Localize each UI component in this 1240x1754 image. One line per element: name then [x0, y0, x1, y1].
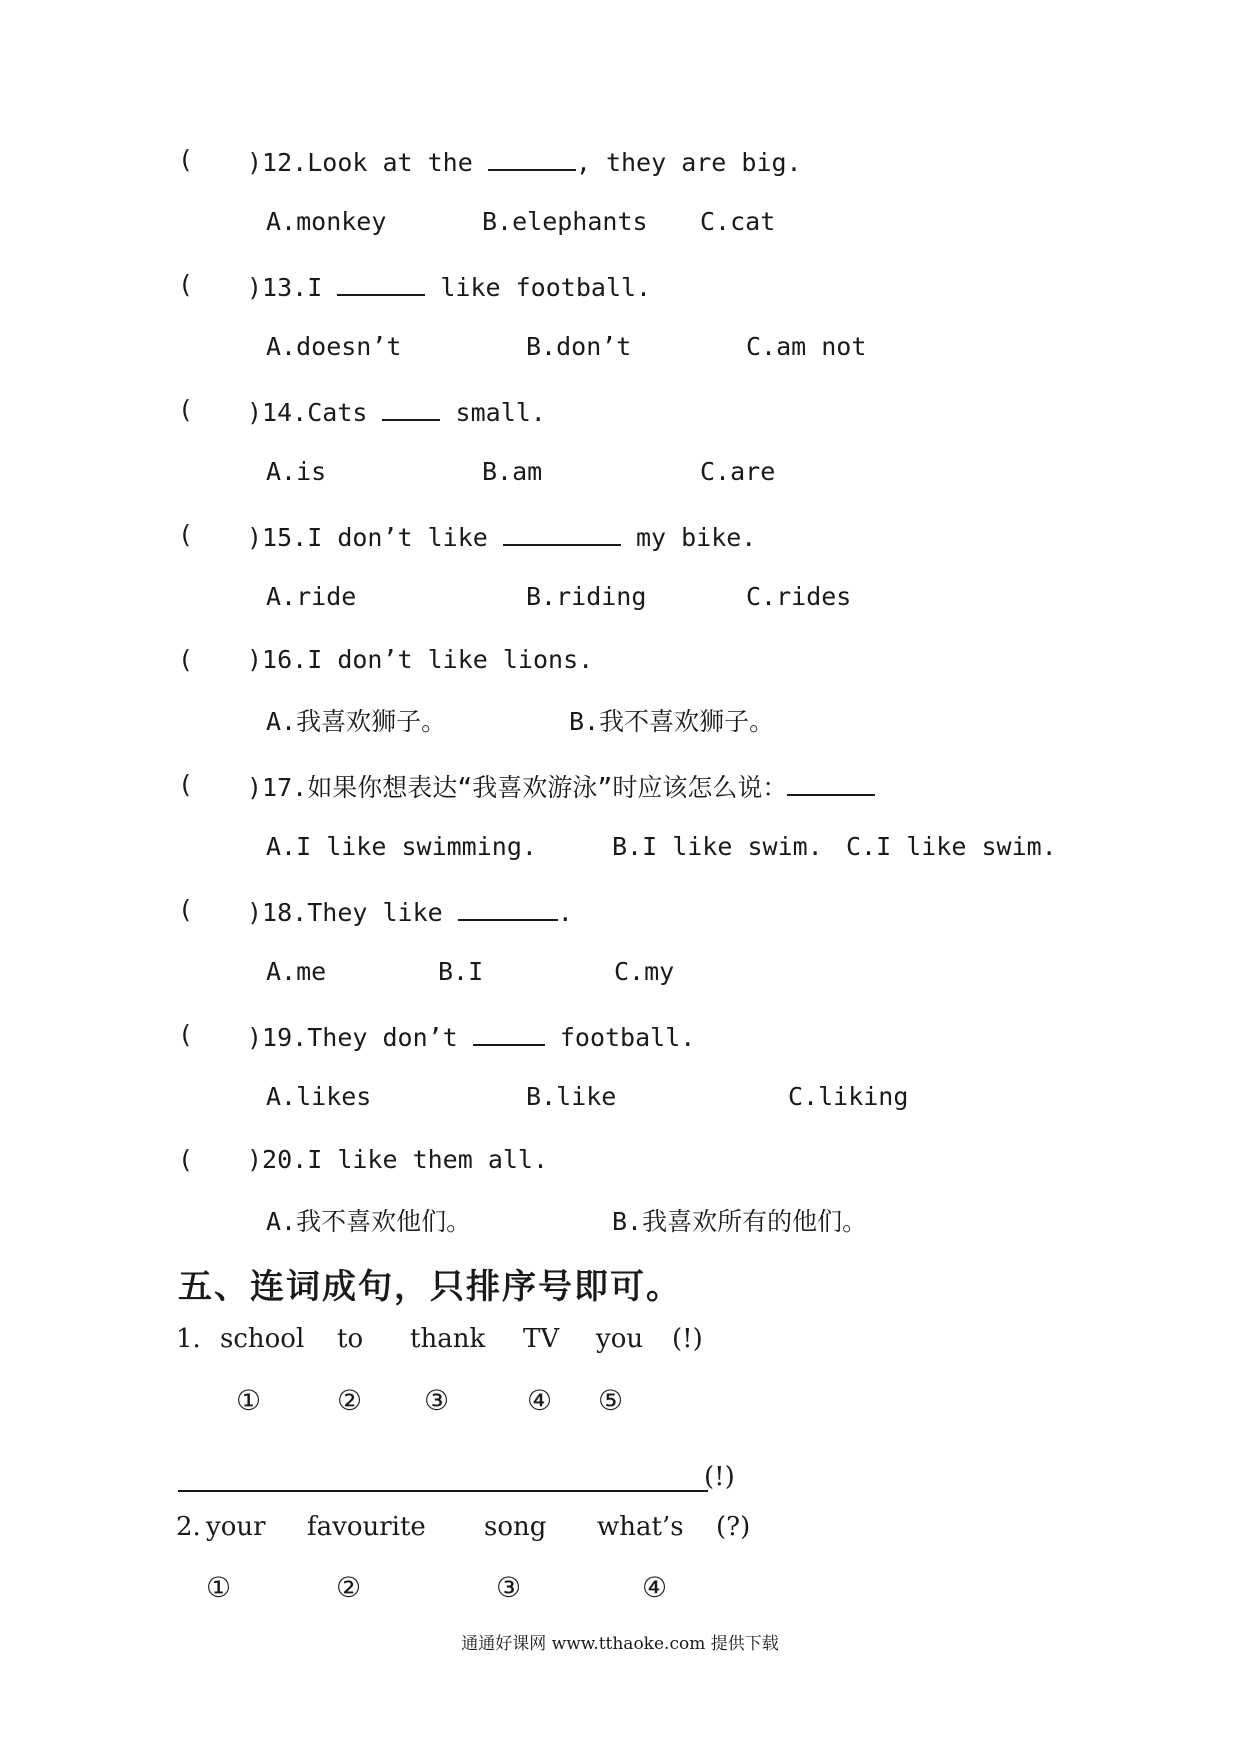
order-mark: ④	[527, 1384, 553, 1417]
answer-bracket[interactable]: (	[178, 520, 194, 549]
option-a[interactable]: A.likes	[266, 1082, 372, 1111]
option-c[interactable]: C.are	[700, 457, 776, 486]
option-c[interactable]: C.cat	[700, 207, 776, 236]
order-mark: ④	[642, 1571, 668, 1604]
word: favourite	[307, 1512, 426, 1542]
fill-in-blank[interactable]	[503, 518, 621, 546]
question-text: I don’t like lions.	[307, 645, 594, 674]
option-a[interactable]: A.我不喜欢他们。	[266, 1207, 472, 1236]
question-number: )13.	[247, 273, 308, 302]
answer-bracket[interactable]: (	[178, 895, 194, 924]
fill-in-blank[interactable]	[488, 143, 576, 171]
answer-bracket[interactable]: (	[178, 270, 194, 299]
question-number: )16.	[247, 645, 308, 674]
fill-in-blank[interactable]	[337, 268, 425, 296]
answer-line[interactable]	[178, 1490, 708, 1492]
option-b[interactable]: B.elephants	[482, 207, 648, 236]
option-a[interactable]: A.is	[266, 457, 327, 486]
option-b[interactable]: B.like	[526, 1082, 617, 1111]
word: to	[337, 1324, 364, 1354]
word: your	[206, 1512, 266, 1542]
question-stem	[247, 268, 651, 305]
question-stem	[247, 143, 802, 180]
word: school	[220, 1324, 305, 1354]
answer-bracket[interactable]: (	[178, 145, 194, 174]
word: (?)	[716, 1512, 751, 1542]
sentence-number: 1.	[176, 1324, 201, 1354]
question-stem	[247, 1018, 695, 1055]
option-b[interactable]: B.don’t	[526, 332, 632, 361]
question-text-after: small.	[440, 398, 546, 427]
fill-in-blank[interactable]	[787, 768, 875, 796]
question-stem	[247, 768, 875, 805]
option-b[interactable]: B.am	[482, 457, 543, 486]
question-number: )14.	[247, 398, 308, 427]
fill-in-blank[interactable]	[473, 1018, 545, 1046]
question-text: Cats	[307, 398, 383, 427]
answer-bracket[interactable]: (	[178, 1020, 194, 1049]
question-number: )12.	[247, 148, 308, 177]
question-text: I like them all.	[307, 1145, 549, 1174]
word: you	[596, 1324, 644, 1354]
word: (!)	[672, 1324, 703, 1354]
order-mark: ③	[496, 1571, 522, 1604]
question-text: I don’t like	[307, 523, 503, 552]
question-text-after: my bike.	[620, 523, 757, 552]
option-a[interactable]: A.doesn’t	[266, 332, 402, 361]
order-mark: ②	[336, 1571, 362, 1604]
question-number: )19.	[247, 1023, 308, 1052]
fill-in-blank[interactable]	[458, 893, 558, 921]
question-text-after: like football.	[425, 273, 652, 302]
word: song	[484, 1512, 547, 1542]
question-text: 如果你想表达“我喜欢游泳”时应该怎么说：	[307, 773, 788, 802]
option-c[interactable]: C.rides	[746, 582, 852, 611]
option-c[interactable]: C.I like swim.	[846, 832, 1057, 861]
question-number: )15.	[247, 523, 308, 552]
answer-bracket[interactable]: (	[178, 770, 194, 799]
answer-bracket[interactable]: (	[178, 395, 194, 424]
question-text: Look at the	[307, 148, 488, 177]
answer-bracket[interactable]: (	[178, 645, 194, 674]
option-b[interactable]: B.我喜欢所有的他们。	[612, 1207, 868, 1236]
option-a[interactable]: A.monkey	[266, 207, 387, 236]
footer-credit: 通通好课网 www.tthaoke.com 提供下载	[461, 1634, 779, 1654]
option-c[interactable]: C.my	[614, 957, 675, 986]
option-b[interactable]: B.riding	[526, 582, 647, 611]
order-mark: ①	[206, 1571, 232, 1604]
question-stem	[247, 393, 546, 430]
option-b[interactable]: B.I like swim.	[612, 832, 823, 861]
option-a[interactable]: A.I like swimming.	[266, 832, 537, 861]
order-mark: ⑤	[598, 1384, 624, 1417]
option-a[interactable]: A.ride	[266, 582, 357, 611]
question-number: )17.	[247, 773, 308, 802]
option-c[interactable]: C.am not	[746, 332, 867, 361]
word: TV	[523, 1324, 560, 1354]
fill-in-blank[interactable]	[382, 393, 440, 421]
option-a[interactable]: A.我喜欢狮子。	[266, 707, 447, 736]
question-text: They don’t	[307, 1023, 473, 1052]
question-stem	[247, 518, 756, 555]
question-stem	[247, 1143, 548, 1177]
question-number: )18.	[247, 898, 308, 927]
question-stem	[247, 643, 593, 677]
sentence-number: 2.	[176, 1512, 201, 1542]
word: what’s	[597, 1512, 684, 1542]
order-mark: ②	[337, 1384, 363, 1417]
question-text-after: .	[557, 898, 573, 927]
question-number: )20.	[247, 1145, 308, 1174]
option-b[interactable]: B.I	[438, 957, 484, 986]
question-text-after: , they are big.	[575, 148, 802, 177]
question-text: I	[307, 273, 338, 302]
option-b[interactable]: B.我不喜欢狮子。	[569, 707, 775, 736]
question-stem	[247, 893, 573, 930]
question-text-after: football.	[544, 1023, 696, 1052]
question-text: They like	[307, 898, 458, 927]
option-a[interactable]: A.me	[266, 957, 327, 986]
answer-bracket[interactable]: (	[178, 1145, 194, 1174]
section-title: 五、连词成句，只排序号即可。	[178, 1267, 682, 1307]
end-punctuation: (!)	[704, 1462, 735, 1492]
option-c[interactable]: C.liking	[788, 1082, 909, 1111]
order-mark: ③	[424, 1384, 450, 1417]
word: thank	[410, 1324, 486, 1354]
order-mark: ①	[236, 1384, 262, 1417]
